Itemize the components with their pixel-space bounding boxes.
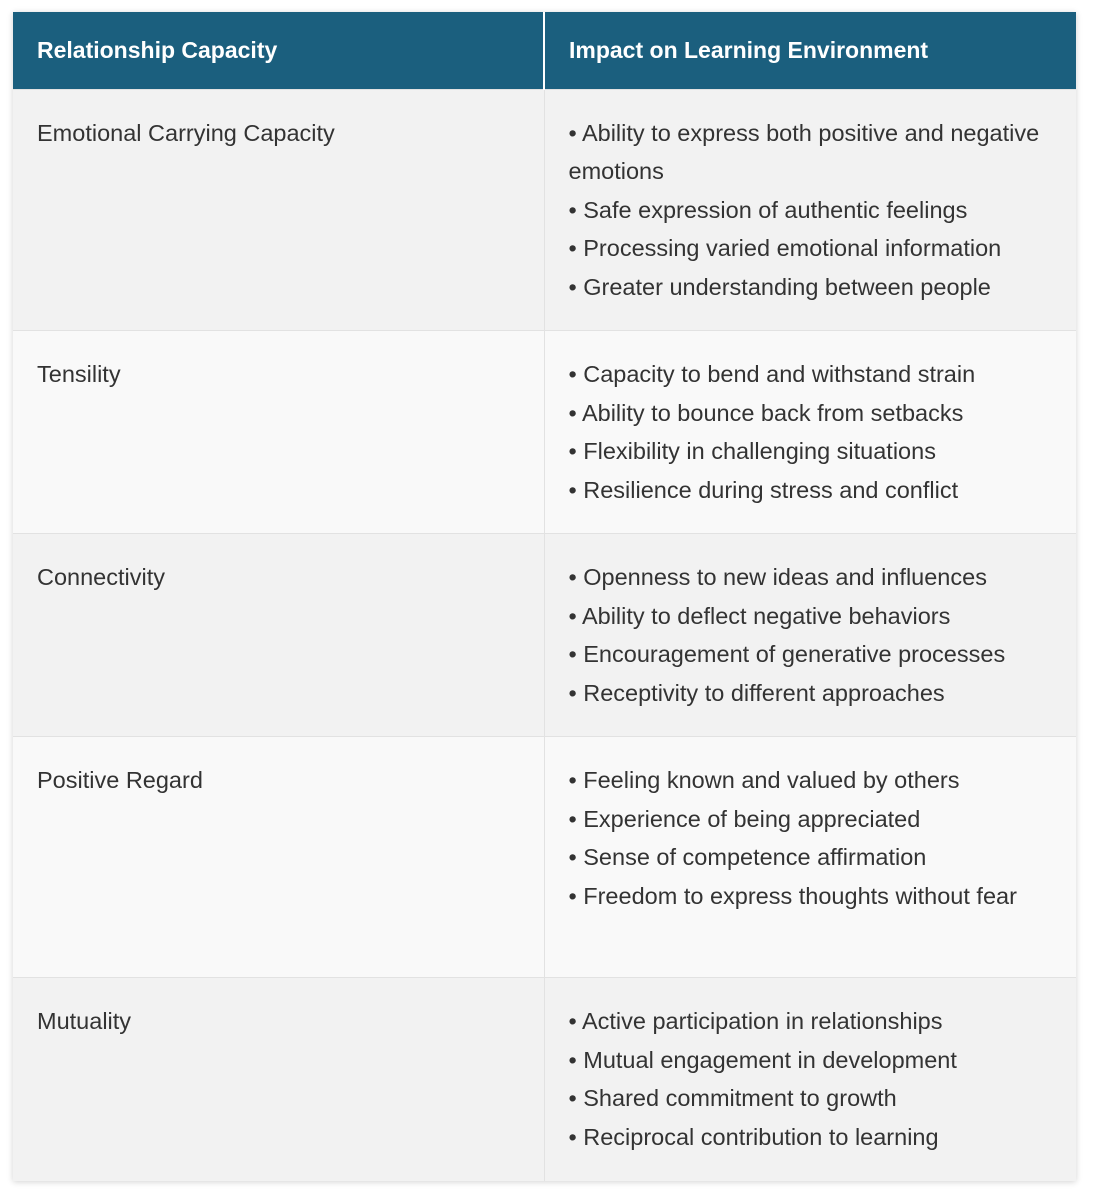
relationship-capacity-table: [13, 12, 1076, 1181]
impact-cell: [544, 89, 1076, 331]
impact-cell: [544, 978, 1076, 1181]
capacity-cell: Emotional Carrying Capacity: [13, 89, 544, 331]
table-row: [13, 89, 1076, 331]
table-row: [13, 331, 1076, 534]
impact-item: • Freedom to express thoughts without fear: [568, 882, 1017, 909]
impact-item: • Shared commitment to growth: [568, 1085, 897, 1111]
impact-item: • Resilience during stress and conflict: [568, 476, 959, 503]
impact-item: • Greater understanding between people: [568, 273, 991, 300]
capacity-cell: Tensility: [13, 331, 544, 534]
impact-item: • Mutual engagement in development: [568, 1046, 957, 1073]
impact-item: • Openness to new ideas and influences: [568, 564, 987, 590]
table-row: [13, 737, 1076, 978]
table-row: [13, 534, 1076, 737]
impact-item: • Ability to bounce back from setbacks: [568, 399, 964, 426]
impact-item: • Feeling known and valued by others: [568, 767, 960, 793]
impact-item: • Active participation in relationships: [568, 1008, 943, 1034]
table-row: [13, 978, 1076, 1181]
impact-item: • Experience of being appreciated: [568, 805, 921, 832]
impact-item: • Sense of competence affirmation: [568, 844, 927, 870]
table-header: [13, 12, 1076, 89]
impact-item: • Ability to express both positive and negative emotions: [568, 119, 1040, 184]
capacity-cell: Mutuality: [13, 978, 544, 1181]
impact-cell: [544, 737, 1076, 978]
impact-item: • Encouragement of generative processes: [568, 641, 1006, 667]
impact-item: • Processing varied emotional information: [568, 235, 1002, 261]
impact-cell: [544, 534, 1076, 737]
impact-item: • Receptivity to different approaches: [568, 679, 945, 706]
table-body: [13, 89, 1076, 1181]
impact-item: • Reciprocal contribution to learning: [568, 1123, 939, 1150]
capacity-cell: Positive Regard: [13, 737, 544, 978]
header-impact-on-learning: Impact on Learning Environment: [544, 12, 1076, 89]
impact-cell: [544, 331, 1076, 534]
capacity-cell: Connectivity: [13, 534, 544, 737]
impact-item: • Safe expression of authentic feelings: [568, 196, 968, 223]
impact-item: • Flexibility in challenging situations: [568, 438, 936, 464]
impact-item: • Capacity to bend and withstand strain: [568, 361, 976, 387]
impact-item: • Ability to deflect negative behaviors: [568, 602, 951, 629]
header-relationship-capacity: Relationship Capacity: [13, 12, 544, 89]
header-row: [13, 12, 1076, 89]
relationship-capacity-table-container: [13, 12, 1076, 1181]
